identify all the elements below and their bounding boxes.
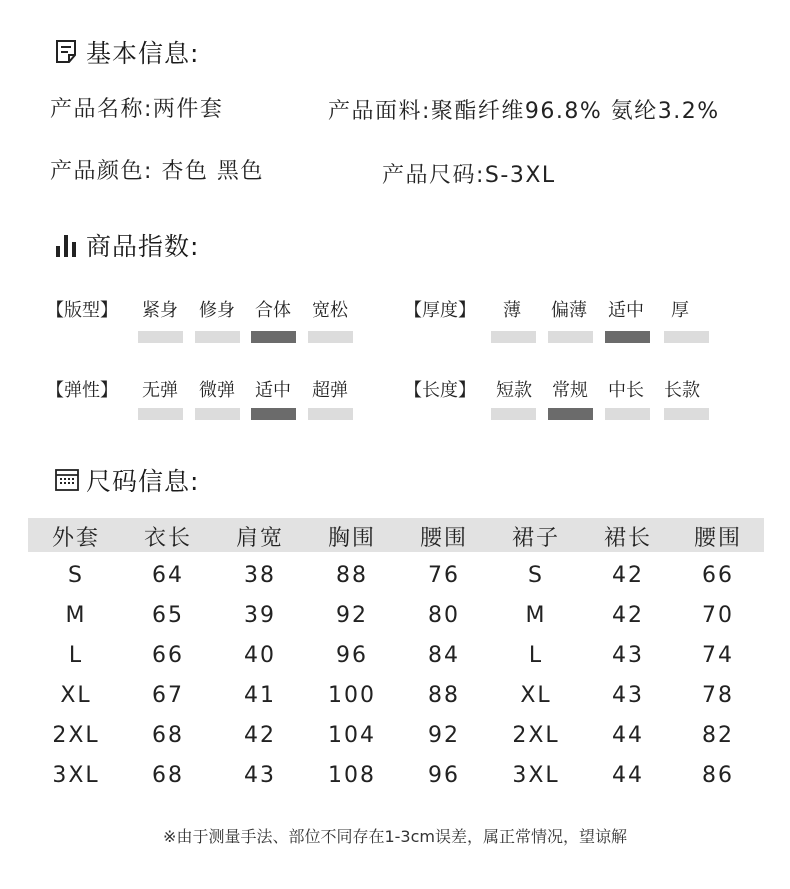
length-bar-selected (548, 408, 593, 420)
table-cell: 104 (328, 723, 376, 748)
length-option: 常规 (552, 380, 588, 401)
table-cell: 2XL (512, 723, 560, 748)
fit-bar-selected (251, 331, 296, 343)
table-cell: 66 (152, 643, 184, 668)
elasticity-bar (138, 408, 183, 420)
length-option: 短款 (496, 380, 532, 401)
table-cell: 88 (336, 563, 368, 588)
thickness-bar (491, 331, 536, 343)
table-cell: M (525, 603, 547, 628)
length-bar (605, 408, 650, 420)
table-cell: XL (520, 683, 552, 708)
fit-label: 【版型】 (46, 300, 118, 321)
table-cell: 39 (244, 603, 276, 628)
product-size: 产品尺码:S-3XL (382, 163, 556, 188)
table-cell: 38 (244, 563, 276, 588)
table-cell: 3XL (512, 763, 560, 788)
thickness-option: 厚 (671, 300, 689, 321)
table-cell: 42 (612, 563, 644, 588)
header-cell: 裙子 (511, 526, 560, 551)
table-cell: 92 (428, 723, 460, 748)
fit-option: 修身 (199, 300, 235, 321)
table-cell: 68 (152, 763, 184, 788)
header-cell: 衣长 (143, 526, 192, 551)
fit-bar (195, 331, 240, 343)
length-option: 中长 (608, 380, 644, 401)
length-option: 长款 (664, 380, 700, 401)
fit-bar (308, 331, 353, 343)
basic-info-title (54, 34, 199, 70)
table-cell: 96 (428, 763, 460, 788)
product-fabric: 产品面料:聚酯纤维96.8% 氨纶3.2% (328, 99, 720, 124)
table-cell: 64 (152, 563, 184, 588)
product-name: 产品名称:两件套 (50, 97, 224, 122)
header-cell: 裙长 (603, 526, 652, 551)
size-info-title (54, 462, 199, 498)
elasticity-bar-selected (251, 408, 296, 420)
thickness-label: 【厚度】 (404, 300, 476, 321)
table-cell: 40 (244, 643, 276, 668)
calendar-icon (54, 467, 80, 493)
table-cell: 44 (612, 763, 644, 788)
table-cell: 96 (336, 643, 368, 668)
document-icon (54, 39, 80, 65)
table-cell: 86 (702, 763, 734, 788)
length-bar (491, 408, 536, 420)
table-cell: 88 (428, 683, 460, 708)
table-cell: 68 (152, 723, 184, 748)
elasticity-option: 无弹 (142, 380, 178, 401)
size-info-title-text: 尺码信息: (86, 467, 200, 496)
thickness-option: 适中 (608, 300, 644, 321)
table-cell: L (528, 643, 544, 668)
table-cell: 66 (702, 563, 734, 588)
index-title (54, 227, 199, 263)
fit-option: 合体 (255, 300, 291, 321)
table-cell: XL (60, 683, 92, 708)
header-cell: 外套 (51, 526, 100, 551)
table-cell: 92 (336, 603, 368, 628)
length-bar (664, 408, 709, 420)
table-cell: S (528, 563, 544, 588)
table-cell: 41 (244, 683, 276, 708)
table-cell: 42 (612, 603, 644, 628)
table-cell: 100 (328, 683, 376, 708)
thickness-bar (548, 331, 593, 343)
elasticity-label: 【弹性】 (46, 380, 118, 401)
elasticity-option: 微弹 (199, 380, 235, 401)
measurement-note: ※由于测量手法、部位不同存在1-3cm误差，属正常情况，望谅解 (163, 827, 627, 846)
table-cell: 84 (428, 643, 460, 668)
bar-chart-icon (54, 232, 80, 258)
thickness-bar (664, 331, 709, 343)
table-cell: 43 (244, 763, 276, 788)
fit-bar (138, 331, 183, 343)
length-label: 【长度】 (404, 380, 476, 401)
table-cell: 74 (702, 643, 734, 668)
elasticity-bar (308, 408, 353, 420)
table-cell: 67 (152, 683, 184, 708)
table-cell: 70 (702, 603, 734, 628)
table-cell: 65 (152, 603, 184, 628)
header-cell: 腰围 (419, 526, 468, 551)
table-cell: 43 (612, 643, 644, 668)
table-cell: 44 (612, 723, 644, 748)
table-cell: 3XL (52, 763, 100, 788)
thickness-bar-selected (605, 331, 650, 343)
product-color: 产品颜色: 杏色 黑色 (50, 159, 264, 184)
table-cell: 78 (702, 683, 734, 708)
table-cell: 76 (428, 563, 460, 588)
fit-option: 紧身 (142, 300, 178, 321)
table-cell: 2XL (52, 723, 100, 748)
header-cell: 肩宽 (235, 526, 284, 551)
table-cell: 82 (702, 723, 734, 748)
table-cell: M (65, 603, 87, 628)
thickness-option: 薄 (503, 300, 521, 321)
table-cell: 42 (244, 723, 276, 748)
basic-info-title-text: 基本信息: (86, 39, 200, 68)
elasticity-option: 超弹 (312, 380, 348, 401)
table-cell: 43 (612, 683, 644, 708)
elasticity-option: 适中 (255, 380, 291, 401)
thickness-option: 偏薄 (551, 300, 587, 321)
table-cell: 108 (328, 763, 376, 788)
table-cell: L (68, 643, 84, 668)
table-cell: 80 (428, 603, 460, 628)
elasticity-bar (195, 408, 240, 420)
header-cell: 腰围 (693, 526, 742, 551)
header-cell: 胸围 (327, 526, 376, 551)
fit-option: 宽松 (312, 300, 348, 321)
index-title-text: 商品指数: (86, 232, 200, 261)
table-cell: S (68, 563, 84, 588)
